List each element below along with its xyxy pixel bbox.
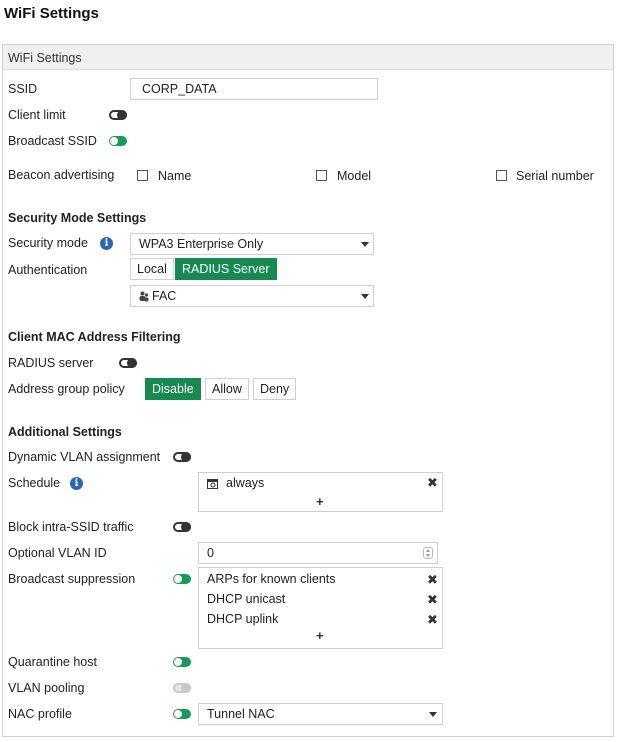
- additional-section-title: Additional Settings: [8, 425, 122, 439]
- chevron-down-icon: [361, 294, 369, 299]
- vlan-pooling-toggle[interactable]: [173, 683, 191, 693]
- user-group-icon: [139, 291, 149, 302]
- panel-header: [3, 45, 613, 70]
- nac-profile-select[interactable]: [198, 703, 443, 725]
- block-intra-ssid-label: Block intra-SSID traffic: [8, 520, 134, 534]
- radius-server-select[interactable]: [130, 285, 374, 307]
- optional-vlan-value: 0: [207, 546, 214, 560]
- schedule-label: Schedule: [8, 476, 61, 490]
- mac-radius-server-label: RADIUS server: [8, 356, 94, 370]
- dynamic-vlan-toggle[interactable]: [173, 452, 191, 462]
- beacon-serial-label: Serial number: [516, 169, 594, 183]
- authentication-label: Authentication: [8, 263, 88, 277]
- remove-icon[interactable]: ✖: [427, 592, 438, 607]
- client-limit-label: Client limit: [8, 108, 66, 122]
- policy-deny-button[interactable]: Deny: [253, 378, 296, 400]
- mac-radius-server-toggle[interactable]: [119, 358, 137, 368]
- broadcast-suppression-list[interactable]: [198, 567, 443, 649]
- beacon-name-checkbox[interactable]: [137, 170, 148, 181]
- broadcast-suppression-toggle[interactable]: [173, 574, 191, 584]
- beacon-serial-checkbox[interactable]: [496, 170, 507, 181]
- broadcast-ssid-toggle[interactable]: [109, 136, 127, 146]
- nac-profile-label: NAC profile: [8, 707, 72, 721]
- policy-allow-button[interactable]: Allow: [205, 378, 249, 400]
- schedule-list[interactable]: [198, 472, 443, 512]
- quarantine-host-label: Quarantine host: [8, 655, 97, 669]
- vlan-pooling-label: VLAN pooling: [8, 681, 85, 695]
- radius-server-value: FAC: [152, 289, 177, 303]
- page-title: WiFi Settings: [4, 5, 99, 22]
- beacon-advertising-label: Beacon advertising: [8, 168, 115, 182]
- security-mode-value: WPA3 Enterprise Only: [139, 237, 264, 251]
- mac-filter-section-title: Client MAC Address Filtering: [8, 330, 181, 344]
- add-icon[interactable]: +: [316, 628, 324, 643]
- security-mode-select[interactable]: [130, 233, 374, 255]
- beacon-model-label: Model: [337, 169, 372, 183]
- remove-icon[interactable]: ✖: [427, 612, 438, 627]
- optional-vlan-label: Optional VLAN ID: [8, 546, 107, 560]
- info-icon[interactable]: i: [70, 477, 83, 490]
- panel-title: WiFi Settings: [8, 51, 82, 65]
- add-icon[interactable]: +: [316, 494, 324, 509]
- beacon-model-checkbox[interactable]: [316, 170, 327, 181]
- auth-radius-button[interactable]: RADIUS Server: [175, 258, 277, 280]
- number-spinner[interactable]: [423, 547, 433, 559]
- security-section-title: Security Mode Settings: [8, 211, 147, 225]
- ssid-value: CORP_DATA: [142, 82, 217, 96]
- schedule-item: always: [226, 476, 265, 490]
- policy-disable-button[interactable]: Disable: [145, 378, 201, 400]
- client-limit-toggle[interactable]: [109, 110, 127, 120]
- broadcast-suppression-label: Broadcast suppression: [8, 572, 136, 586]
- auth-local-button[interactable]: Local: [130, 258, 174, 280]
- ssid-input[interactable]: [130, 78, 378, 100]
- chevron-down-icon: [429, 712, 437, 717]
- remove-icon[interactable]: ✖: [427, 475, 438, 490]
- broadcast-ssid-label: Broadcast SSID: [8, 134, 97, 148]
- suppression-item: DHCP unicast: [207, 592, 286, 606]
- nac-profile-toggle[interactable]: [173, 709, 191, 719]
- nac-profile-value: Tunnel NAC: [207, 707, 275, 721]
- security-mode-label: Security mode: [8, 236, 88, 250]
- chevron-down-icon: [361, 242, 369, 247]
- suppression-item: ARPs for known clients: [207, 572, 336, 586]
- optional-vlan-input[interactable]: [198, 542, 438, 564]
- info-icon[interactable]: i: [100, 237, 113, 250]
- remove-icon[interactable]: ✖: [427, 572, 438, 587]
- beacon-name-label: Name: [158, 169, 192, 183]
- block-intra-ssid-toggle[interactable]: [173, 522, 191, 532]
- address-group-policy-label: Address group policy: [8, 382, 125, 396]
- calendar-icon: [207, 478, 218, 489]
- suppression-item: DHCP uplink: [207, 612, 279, 626]
- quarantine-host-toggle[interactable]: [173, 657, 191, 667]
- dynamic-vlan-label: Dynamic VLAN assignment: [8, 450, 161, 464]
- ssid-label: SSID: [8, 82, 38, 96]
